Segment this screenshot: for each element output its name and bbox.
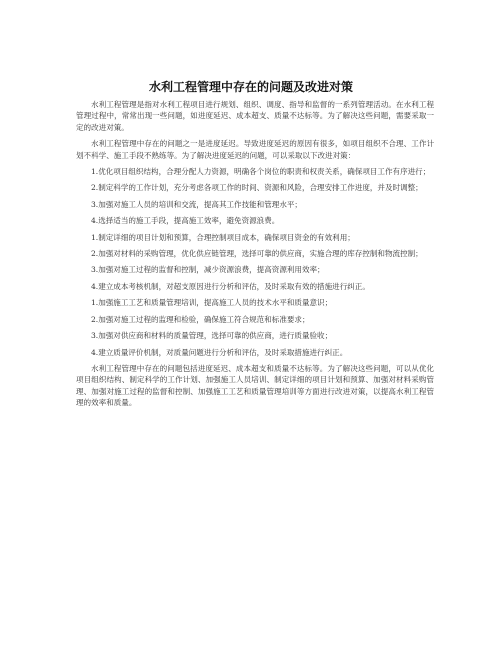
- list-item: 1.制定详细的项目计划和预算，合理控制项目成本，确保项目资金的有效利用；: [91, 232, 355, 242]
- document-title: 水利工程管理中存在的问题及改进对策: [148, 80, 353, 94]
- list-item: 2.加强对施工过程的监理和检验，确保施工符合规范和标准要求；: [91, 314, 310, 324]
- list-item: 1.优化项目组织结构，合理分配人力资源，明确各个岗位的职责和权责关系，确保项目工作有序进行；: [91, 167, 431, 177]
- delay-problem-paragraph: 水利工程管理中存在的问题之一是进度延迟。导致进度延迟的原因有很多，如项目组织不合理、工作计划不科学、施工手段不熟练等。为了解决进度延迟的问题，可以采取以下改进对策：: [76, 139, 434, 160]
- list-item: 4.选择适当的施工手段，提高施工效率，避免资源浪费。: [91, 216, 280, 226]
- conclusion-paragraph: 水利工程管理中存在的问题包括进度延迟、成本超支和质量不达标等。为了解决这些问题，可以从优化项目组织结构、制定科学的工作计划、加强施工人员培训、制定详细的项目计划和预算、加强对材料采购管理、加强对施工过程的监督和控制、加强施工工艺和质量管理培训等方面进行改进对策，以提高水利工程管理的效率和质量。: [76, 363, 434, 408]
- list-item: 1.加强施工工艺和质量管理培训，提高施工人员的技术水平和质量意识；: [91, 298, 333, 308]
- list-item: 3.加强对施工人员的培训和交流，提高其工作技能和管理水平；: [91, 199, 302, 209]
- list-item: 4.建立质量评价机制，对质量问题进行分析和评估，及时采取措施进行纠正。: [91, 347, 348, 357]
- list-item: 2.加强对材料的采购管理，优化供应链管理，选择可靠的供应商，实施合理的库存控制和物流控制；: [91, 249, 423, 259]
- list-item: 3.加强对供应商和材料的质量管理，选择可靠的供应商，进行质量验收；: [91, 331, 333, 341]
- list-item: 2.制定科学的工作计划，充分考虑各项工作的时间、资源和风险，合理安排工作进度，并及时调整；: [91, 183, 423, 193]
- document-body: [76, 99, 434, 414]
- list-item: 3.加强对施工过程的监督和控制，减少资源浪费，提高资源利用效率；: [91, 265, 325, 275]
- list-item: 4.建立成本考核机制，对超支原因进行分析和评估，及时采取有效的措施进行纠正。: [91, 281, 370, 291]
- intro-paragraph: 水利工程管理是指对水利工程项目进行规划、组织、调度、指导和监督的一系列管理活动。在水利工程管理过程中，常常出现一些问题，如进度延迟、成本超支、质量不达标等。为了解决这些问题，需要采取一定的改进对策。: [76, 100, 434, 132]
